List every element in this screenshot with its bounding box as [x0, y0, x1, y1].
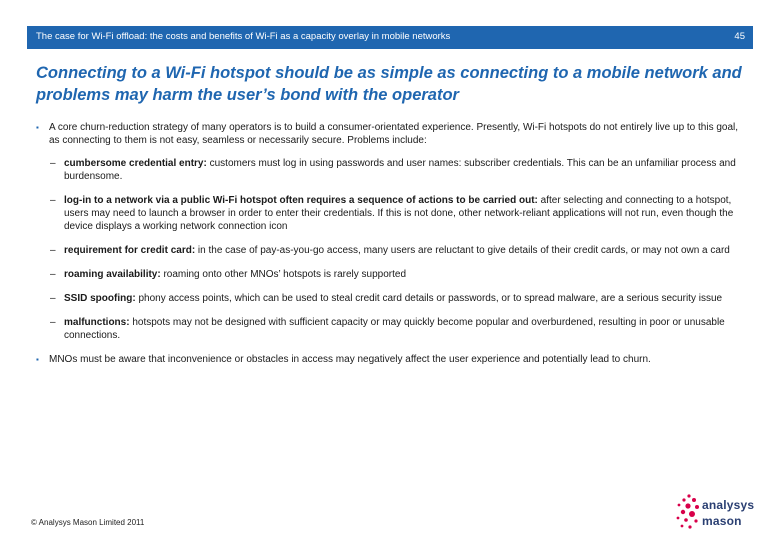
sub-item-heading: log-in to a network via a public Wi-Fi hotspot often requires a sequence of actions to be carried out:: [64, 195, 538, 206]
header-bar: [27, 26, 753, 49]
sub-item-text: hotspots may not be designed with sufficient capacity or may quickly become popular and overburdened, resulting in poor or unusable connections.: [64, 317, 725, 341]
sub-item-heading: cumbersome credential entry:: [64, 158, 207, 169]
dash-marker: –: [50, 245, 56, 256]
sub-item: [36, 316, 742, 342]
sub-item-text: in the case of pay-as-you-go access, many users are reluctant to give details of their credit cards, or may not own a card: [195, 245, 730, 256]
sub-item-text: roaming onto other MNOs’ hotspots is rarely supported: [160, 269, 407, 280]
analysys-mason-logo: [672, 490, 764, 534]
sub-item: [36, 244, 742, 257]
logo-text-analysys: analysys: [702, 498, 755, 512]
logo-text-mason: mason: [702, 514, 742, 528]
slide-content: [36, 121, 742, 376]
bullet-item: [36, 353, 742, 366]
bullet-square-icon: ▪: [36, 355, 39, 364]
sub-item-heading: roaming availability:: [64, 269, 161, 280]
sub-item: [36, 292, 742, 305]
footer-copyright: © Analysys Mason Limited 2011: [31, 518, 145, 527]
page-number: 45: [734, 31, 745, 42]
bullet-item: [36, 121, 742, 147]
logo-dots-icon: [672, 490, 702, 534]
bullet-text: A core churn-reduction strategy of many operators is to build a consumer-orientated experience. Presently, Wi-Fi hotspots do not entirely live up to this goal, as connecting to them is not easy, seamless or necessarily secure. Problems include:: [49, 122, 739, 146]
sub-item: [36, 268, 742, 281]
bullet-text: MNOs must be aware that inconvenience or obstacles in access may negatively affect the user experience and potentially lead to churn.: [49, 354, 651, 365]
header-title: The case for Wi-Fi offload: the costs and benefits of Wi-Fi as a capacity overlay in mobile networks: [36, 31, 451, 42]
sub-item: [36, 157, 742, 183]
sub-item: [36, 194, 742, 233]
dash-marker: –: [50, 158, 56, 169]
sub-item-heading: SSID spoofing:: [64, 293, 136, 304]
sub-item-text: customers must log in using passwords and user names: subscriber credentials. This can be an unfamiliar process and burdensome.: [64, 158, 736, 182]
sub-item-heading: malfunctions:: [64, 317, 130, 328]
sub-item-heading: requirement for credit card:: [64, 245, 196, 256]
sub-item-text: phony access points, which can be used to steal credit card details or passwords, or to spread malware, are a serious security issue: [135, 293, 723, 304]
sub-item-text: after selecting and connecting to a hotspot, users may need to launch a browser in order to enter their credentials. If this is not done, other network-reliant applications will not run, even though the device displays a working network connection icon: [64, 195, 734, 232]
dash-marker: –: [50, 269, 56, 280]
dash-marker: –: [50, 293, 56, 304]
slide-title: Connecting to a Wi-Fi hotspot should be as simple as connecting to a mobile network and problems may harm the user’s bond with the operator: [36, 64, 742, 104]
dash-marker: –: [50, 317, 56, 328]
dash-marker: –: [50, 195, 56, 206]
bullet-square-icon: ▪: [36, 123, 39, 132]
